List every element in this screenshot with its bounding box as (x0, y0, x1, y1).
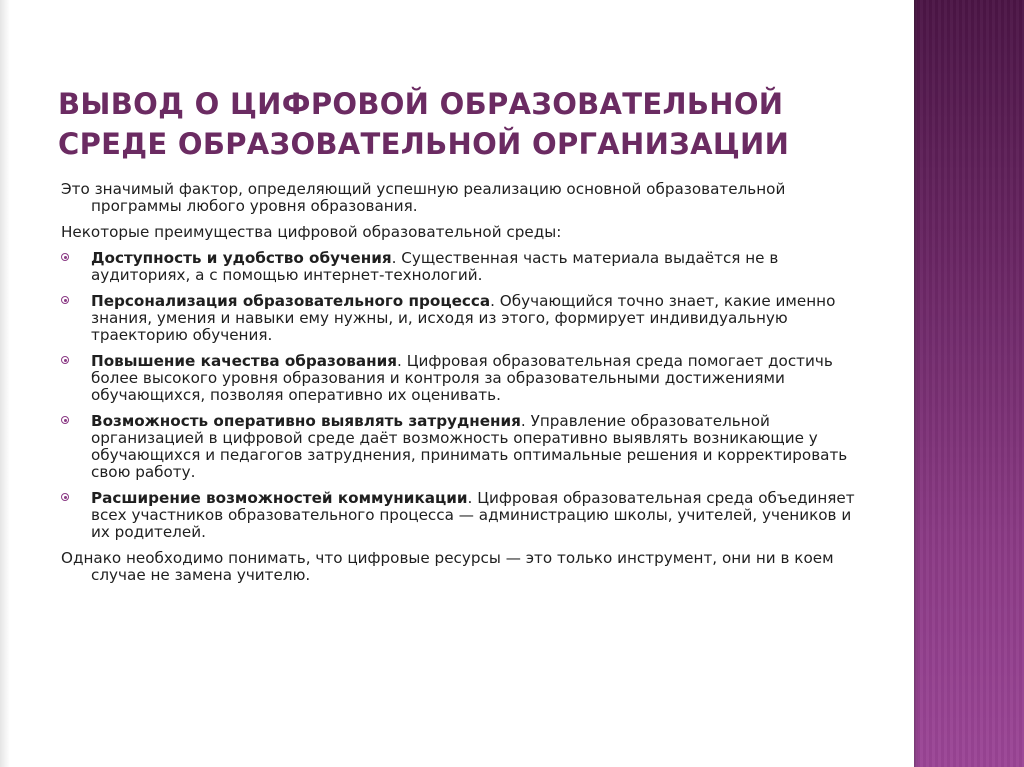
item-text: . Цифровая образовательная среда объединяет всех участников образовательного процесса — администрацию школы, учителей, учеников и их родителей. (91, 489, 855, 541)
circle-bullet-icon (61, 253, 69, 261)
list-item (61, 293, 861, 344)
left-shadow (0, 0, 10, 767)
advantages-list (61, 250, 861, 541)
item-text: . Существенная часть материала выдаётся не в аудиториях, а с помощью интернет-технологий. (91, 249, 779, 284)
conclusion-paragraph: Однако необходимо понимать, что цифровые ресурсы — это только инструмент, они ни в коем случае не замена учителю. (61, 549, 834, 584)
list-item (61, 413, 861, 481)
item-heading: Доступность и удобство обучения (91, 249, 392, 267)
list-item (61, 490, 861, 541)
circle-bullet-icon (61, 493, 69, 501)
item-heading: Персонализация образовательного процесса (91, 292, 491, 310)
item-heading: Расширение возможностей коммуникации (91, 489, 468, 507)
list-item (61, 353, 861, 404)
circle-bullet-icon (61, 416, 69, 424)
item-text: . Управление образовательной организацией в цифровой среде даёт возможность оперативно выявлять возникающие у обучающихся и педагогов затруднения, принимать оптимальные решения и корректировать свою работу. (91, 412, 848, 481)
item-heading: Повышение качества образования (91, 352, 398, 370)
list-item (61, 250, 861, 284)
item-text: . Обучающийся точно знает, какие именно знания, умения и навыки ему нужны, и, исходя из этого, формирует индивидуальную траекторию обучения. (91, 292, 836, 344)
item-text: . Цифровая образовательная среда помогает достичь более высокого уровня образования и контроля за образовательными достижениями обучающихся, позволяя оперативно их оценивать. (91, 352, 833, 404)
slide-body (61, 181, 861, 593)
circle-bullet-icon (61, 356, 69, 364)
item-heading: Возможность оперативно выявлять затруднения (91, 412, 521, 430)
decorative-side-band (914, 0, 1024, 767)
circle-bullet-icon (61, 296, 69, 304)
lead-paragraph: Некоторые преимущества цифровой образовательной среды: (61, 223, 562, 241)
intro-paragraph: Это значимый фактор, определяющий успешную реализацию основной образовательной программы любого уровня образования. (61, 180, 786, 215)
slide-title: ВЫВОД О ЦИФРОВОЙ ОБРАЗОВАТЕЛЬНОЙ СРЕДЕ ОБРАЗОВАТЕЛЬНОЙ ОРГАНИЗАЦИИ (58, 87, 790, 161)
